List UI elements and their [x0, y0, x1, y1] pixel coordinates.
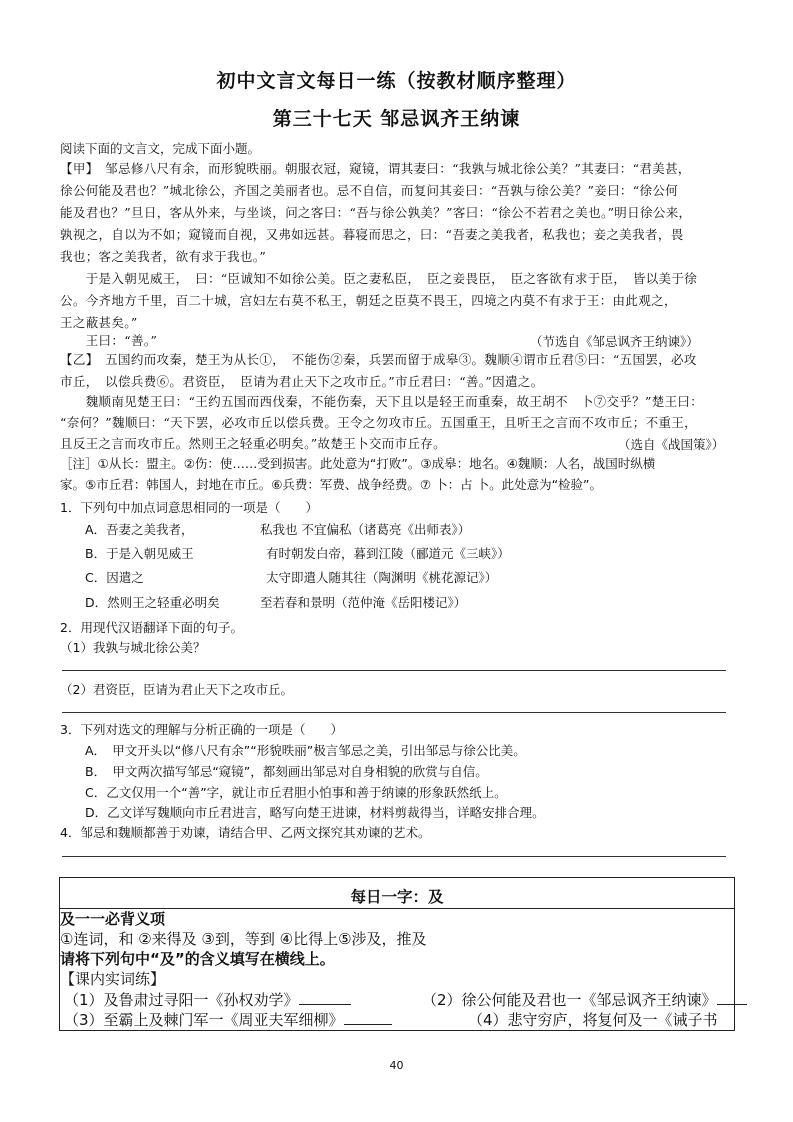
note-line: 家。⑤市丘君：韩国人，封地在市丘。⑥兵费：军费、战争经费。⑦ 卜：占 卜。此处意为“检验”。 [60, 477, 603, 492]
q3-option-b[interactable]: B． 甲文两次描写邹忌“窥镜”，都刻画出邹忌对自身相貌的欣赏与自信。 [85, 764, 488, 779]
yi-line: “奈何？”魏顺曰：“天下罢，必攻市丘以偿兵费。王令之勿攻市丘。五国重王，且听王之言而不攻市丘；不重王， [60, 415, 698, 430]
answer-line[interactable] [62, 856, 726, 857]
q1-option-b-ref: 有时朝发白帝，暮到江陵（郦道元《三峡》） [266, 546, 510, 561]
yi-line: 魏顺南见楚王曰：“王约五国而西伐秦，不能伤秦，天下且以是轻王而重秦，故王胡不 卜⑦交乎？”楚王曰： [60, 394, 704, 409]
jia-line: 孰视之，自以为不如；窥镜而自视，又弗如远甚。暮寝而思之，曰：“吾妻之美我者，私我也；妾之美我者，畏 [60, 227, 684, 242]
jia-line: 能及君也？”旦日，客从外来，与坐谈，问之客曰：“吾与徐公孰美？”客曰：“徐公不若君之美也。”明日徐公来， [60, 205, 692, 220]
question-2-sub2: （2）君资臣，臣请为君止天下之攻市丘。 [60, 682, 293, 697]
jia-source: （节选自《邹忌讽齐王纳谏》） [530, 334, 699, 349]
meanings-list: ①连词，和 ②来得及 ③到，等到 ④比得上⑤涉及，推及 [60, 930, 427, 948]
yi-line: 市丘， 以偿兵费⑥。君资臣， 臣请为君止天下之攻市丘。”市丘君曰：“善。”因遣之。 [60, 374, 544, 389]
q1-option-d-ref: 至若春和景明（范仲淹《岳阳楼记》） [260, 595, 467, 610]
q3-option-a[interactable]: A． 甲文开头以“修八尺有余”“形貌昳丽”极言邹忌之美，引出邹忌与徐公比美。 [85, 743, 526, 758]
answer-line[interactable] [62, 670, 726, 671]
jia-line: 徐公何能及君也？”城北徐公，齐国之美丽者也。忌不自信，而复问其妾曰：“吾孰与徐公美？”妾曰：“徐公何 [60, 183, 679, 198]
jia-line: 于是入朝见威王， 曰：“臣诚知不如徐公美。臣之妻私臣， 臣之妾畏臣， 臣之客欲有求于臣， 皆以美于徐 [60, 271, 698, 286]
daily-character-header: 每日一字：及 [350, 888, 444, 906]
q1-option-a[interactable]: A．吾妻之美我者， [85, 522, 194, 537]
yi-line: 且反王之言而攻市丘。然则王之轻重必明矣。”故楚王卜交而市丘存。 [60, 436, 446, 451]
blank-input[interactable] [299, 990, 351, 1005]
question-4-stem: 4．邹忌和魏顺都善于劝谏，请结合甲、乙两文探究其劝谏的艺术。 [60, 825, 431, 840]
q3-option-d[interactable]: D．乙文详写魏顺向市丘君进言，略写向楚王进谏，材料剪裁得当，详略安排合理。 [85, 805, 545, 820]
question-2-sub1: （1）我孰与城北徐公美？ [60, 640, 206, 655]
exercise-item-2: （2）徐公何能及君也一《邹忌讽齐王纳谏》 [422, 989, 747, 1010]
yi-line: 【乙】 五国约而攻秦，楚王为从长①， 不能伤②秦，兵罢而留于成皋③。魏顺④谓市丘君⑤曰：“五国罢，必攻 [60, 352, 697, 367]
yi-source: （选自《战国策》） [618, 437, 725, 452]
blank-input[interactable] [344, 1010, 392, 1025]
jia-line: 我也；客之美我者，欲有求于我也。” [60, 249, 267, 264]
question-1-stem: 1．下列句中加点词意思相同的一项是（ ） [60, 500, 318, 515]
exercise-item-3: （3）至霸上及棘门军一《周亚夫军细柳》 [64, 1009, 392, 1030]
q1-option-d[interactable]: D．然则王之轻重必明矣 [85, 595, 220, 610]
blank-input[interactable] [717, 990, 747, 1005]
jia-line: 【甲】 邹忌修八尺有余，而形貌昳丽。朝服衣冠，窥镜，谓其妻曰：“我孰与城北徐公美？”其妻曰：“君美甚， [60, 161, 691, 176]
meanings-heading: 及一一必背义项 [60, 910, 166, 928]
exercise-section-label: 【课内实词练】 [60, 970, 166, 988]
q1-option-c-ref: 太守即遣人随其往（陶渊明《桃花源记》） [266, 570, 498, 585]
q1-option-b[interactable]: B．于是入朝见威王 [85, 546, 194, 561]
question-3-stem: 3．下列对选文的理解与分析正确的一项是（ ） [60, 722, 343, 737]
exercise-instruction: 请将下列句中“及”的含义填写在横线上。 [60, 950, 335, 968]
jia-line: 王曰：“善。” [60, 333, 158, 348]
q3-option-c[interactable]: C．乙文仅用一个“善”字，就让市丘君胆小怕事和善于纳谏的形象跃然纸上。 [85, 785, 507, 800]
jia-line: 公。今齐地方千里，百二十城，宫妇左右莫不私王，朝廷之臣莫不畏王，四境之内莫不有求于王：由此观之， [60, 293, 677, 308]
instruction: 阅读下面的文言文，完成下面小题。 [60, 141, 261, 156]
note-line: ［注］①从长：盟主。②伤：使……受到损害。此处意为“打败”。③成皋：地名。④魏顺：人名，战国时纵横 [60, 456, 656, 471]
q1-option-a-ref: 私我也 不宜偏私（诸葛亮《出师表》） [260, 522, 471, 537]
jia-line: 王之蔽甚矣。” [60, 315, 138, 330]
lesson-title: 第三十七天 邹忌讽齐王纳谏 [272, 108, 521, 130]
page-number: 40 [389, 1059, 404, 1072]
q1-option-c[interactable]: C．因遣之 [85, 570, 144, 585]
exercise-item-1: （1）及鲁肃过寻阳一《孙权劝学》 [64, 989, 351, 1010]
question-2-stem: 2．用现代汉语翻译下面的句子。 [60, 620, 243, 635]
daily-character-box [59, 877, 735, 1031]
answer-line[interactable] [62, 712, 726, 713]
exercise-item-4: （4）悲守穷庐，将复何及一《诫子书 [468, 1011, 718, 1029]
page-title: 初中文言文每日一练（按教材顺序整理） [216, 70, 577, 92]
